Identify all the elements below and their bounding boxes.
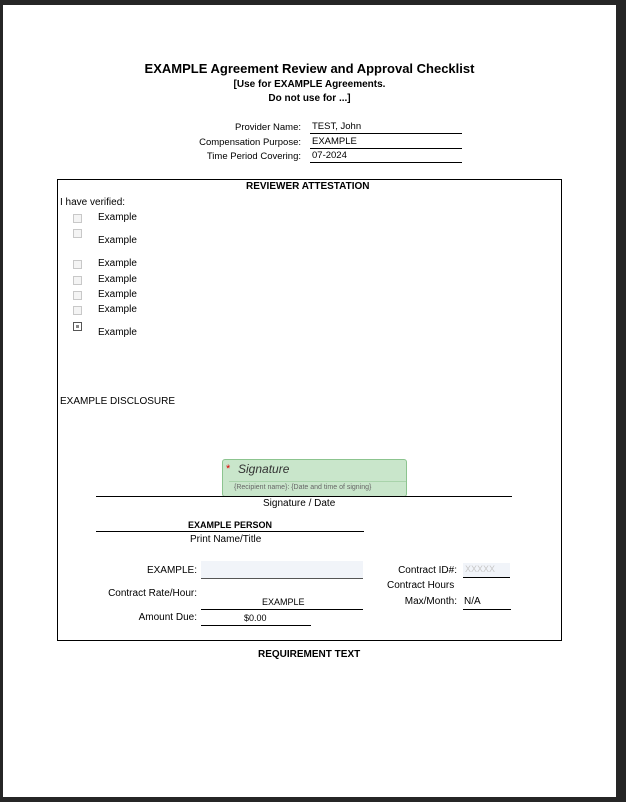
contract-hours-label-1: Contract Hours: [387, 580, 455, 591]
checklist-item-6: Example: [98, 304, 137, 315]
signature-field[interactable]: [222, 459, 407, 497]
contract-id-label: Contract ID#:: [398, 565, 457, 576]
contract-rate-label: Contract Rate/Hour:: [108, 588, 197, 599]
checkbox-1[interactable]: [73, 214, 82, 223]
checklist-item-5: Example: [98, 289, 137, 300]
print-name-line: [96, 531, 364, 532]
compensation-purpose-label: Compensation Purpose:: [199, 137, 301, 148]
compensation-purpose-field[interactable]: EXAMPLE: [310, 136, 462, 149]
checkbox-4[interactable]: [73, 276, 82, 285]
signature-divider: [229, 481, 406, 482]
print-name-caption: Print Name/Title: [190, 534, 262, 545]
checklist-item-3: Example: [98, 258, 137, 269]
disclosure-text: EXAMPLE DISCLOSURE: [60, 396, 176, 407]
checkbox-3[interactable]: [73, 260, 82, 269]
checkbox-7[interactable]: [73, 322, 82, 331]
amount-due-value[interactable]: $0.00: [244, 613, 267, 623]
signature-hint: {Recipient name}: {Date and time of signing}: [234, 484, 372, 491]
checkbox-5[interactable]: [73, 291, 82, 300]
contract-id-placeholder: XXXXX: [465, 564, 496, 574]
subtitle-line-1: [Use for EXAMPLE Agreements.: [233, 79, 386, 90]
attestation-heading: REVIEWER ATTESTATION: [246, 181, 370, 192]
subtitle-line-2: Do not use for ...]: [268, 93, 351, 104]
checklist-item-7: Example: [98, 327, 137, 338]
contract-id-field[interactable]: [463, 563, 510, 578]
time-period-label: Time Period Covering:: [206, 151, 301, 162]
contract-hours-line: [463, 609, 511, 610]
checkbox-2[interactable]: [73, 229, 82, 238]
signature-line: [96, 496, 512, 497]
checklist-item-2: Example: [98, 235, 137, 246]
contract-hours-value[interactable]: N/A: [464, 596, 481, 607]
document-page: [3, 5, 616, 797]
checklist-item-1: Example: [98, 212, 137, 223]
required-marker: *: [226, 463, 231, 475]
requirement-text: REQUIREMENT TEXT: [258, 649, 361, 660]
verified-intro: I have verified:: [60, 197, 126, 208]
example-field[interactable]: [201, 561, 363, 579]
person-name[interactable]: EXAMPLE PERSON: [188, 520, 273, 530]
amount-due-line: [201, 625, 311, 626]
signature-caption: Signature / Date: [263, 498, 336, 509]
amount-due-label: Amount Due:: [138, 612, 197, 623]
contract-rate-line: [201, 609, 363, 610]
example-label: EXAMPLE:: [146, 565, 197, 576]
time-period-field[interactable]: 07-2024: [310, 150, 462, 163]
checkbox-6[interactable]: [73, 306, 82, 315]
provider-name-field[interactable]: TEST, John: [310, 121, 462, 134]
signature-placeholder: Signature: [238, 462, 290, 476]
provider-name-label: Provider Name:: [235, 122, 301, 133]
document-title: EXAMPLE Agreement Review and Approval Checklist: [144, 61, 475, 76]
checklist-item-4: Example: [98, 274, 137, 285]
contract-hours-label-2: Max/Month:: [404, 596, 457, 607]
contract-rate-value[interactable]: EXAMPLE: [262, 597, 305, 607]
